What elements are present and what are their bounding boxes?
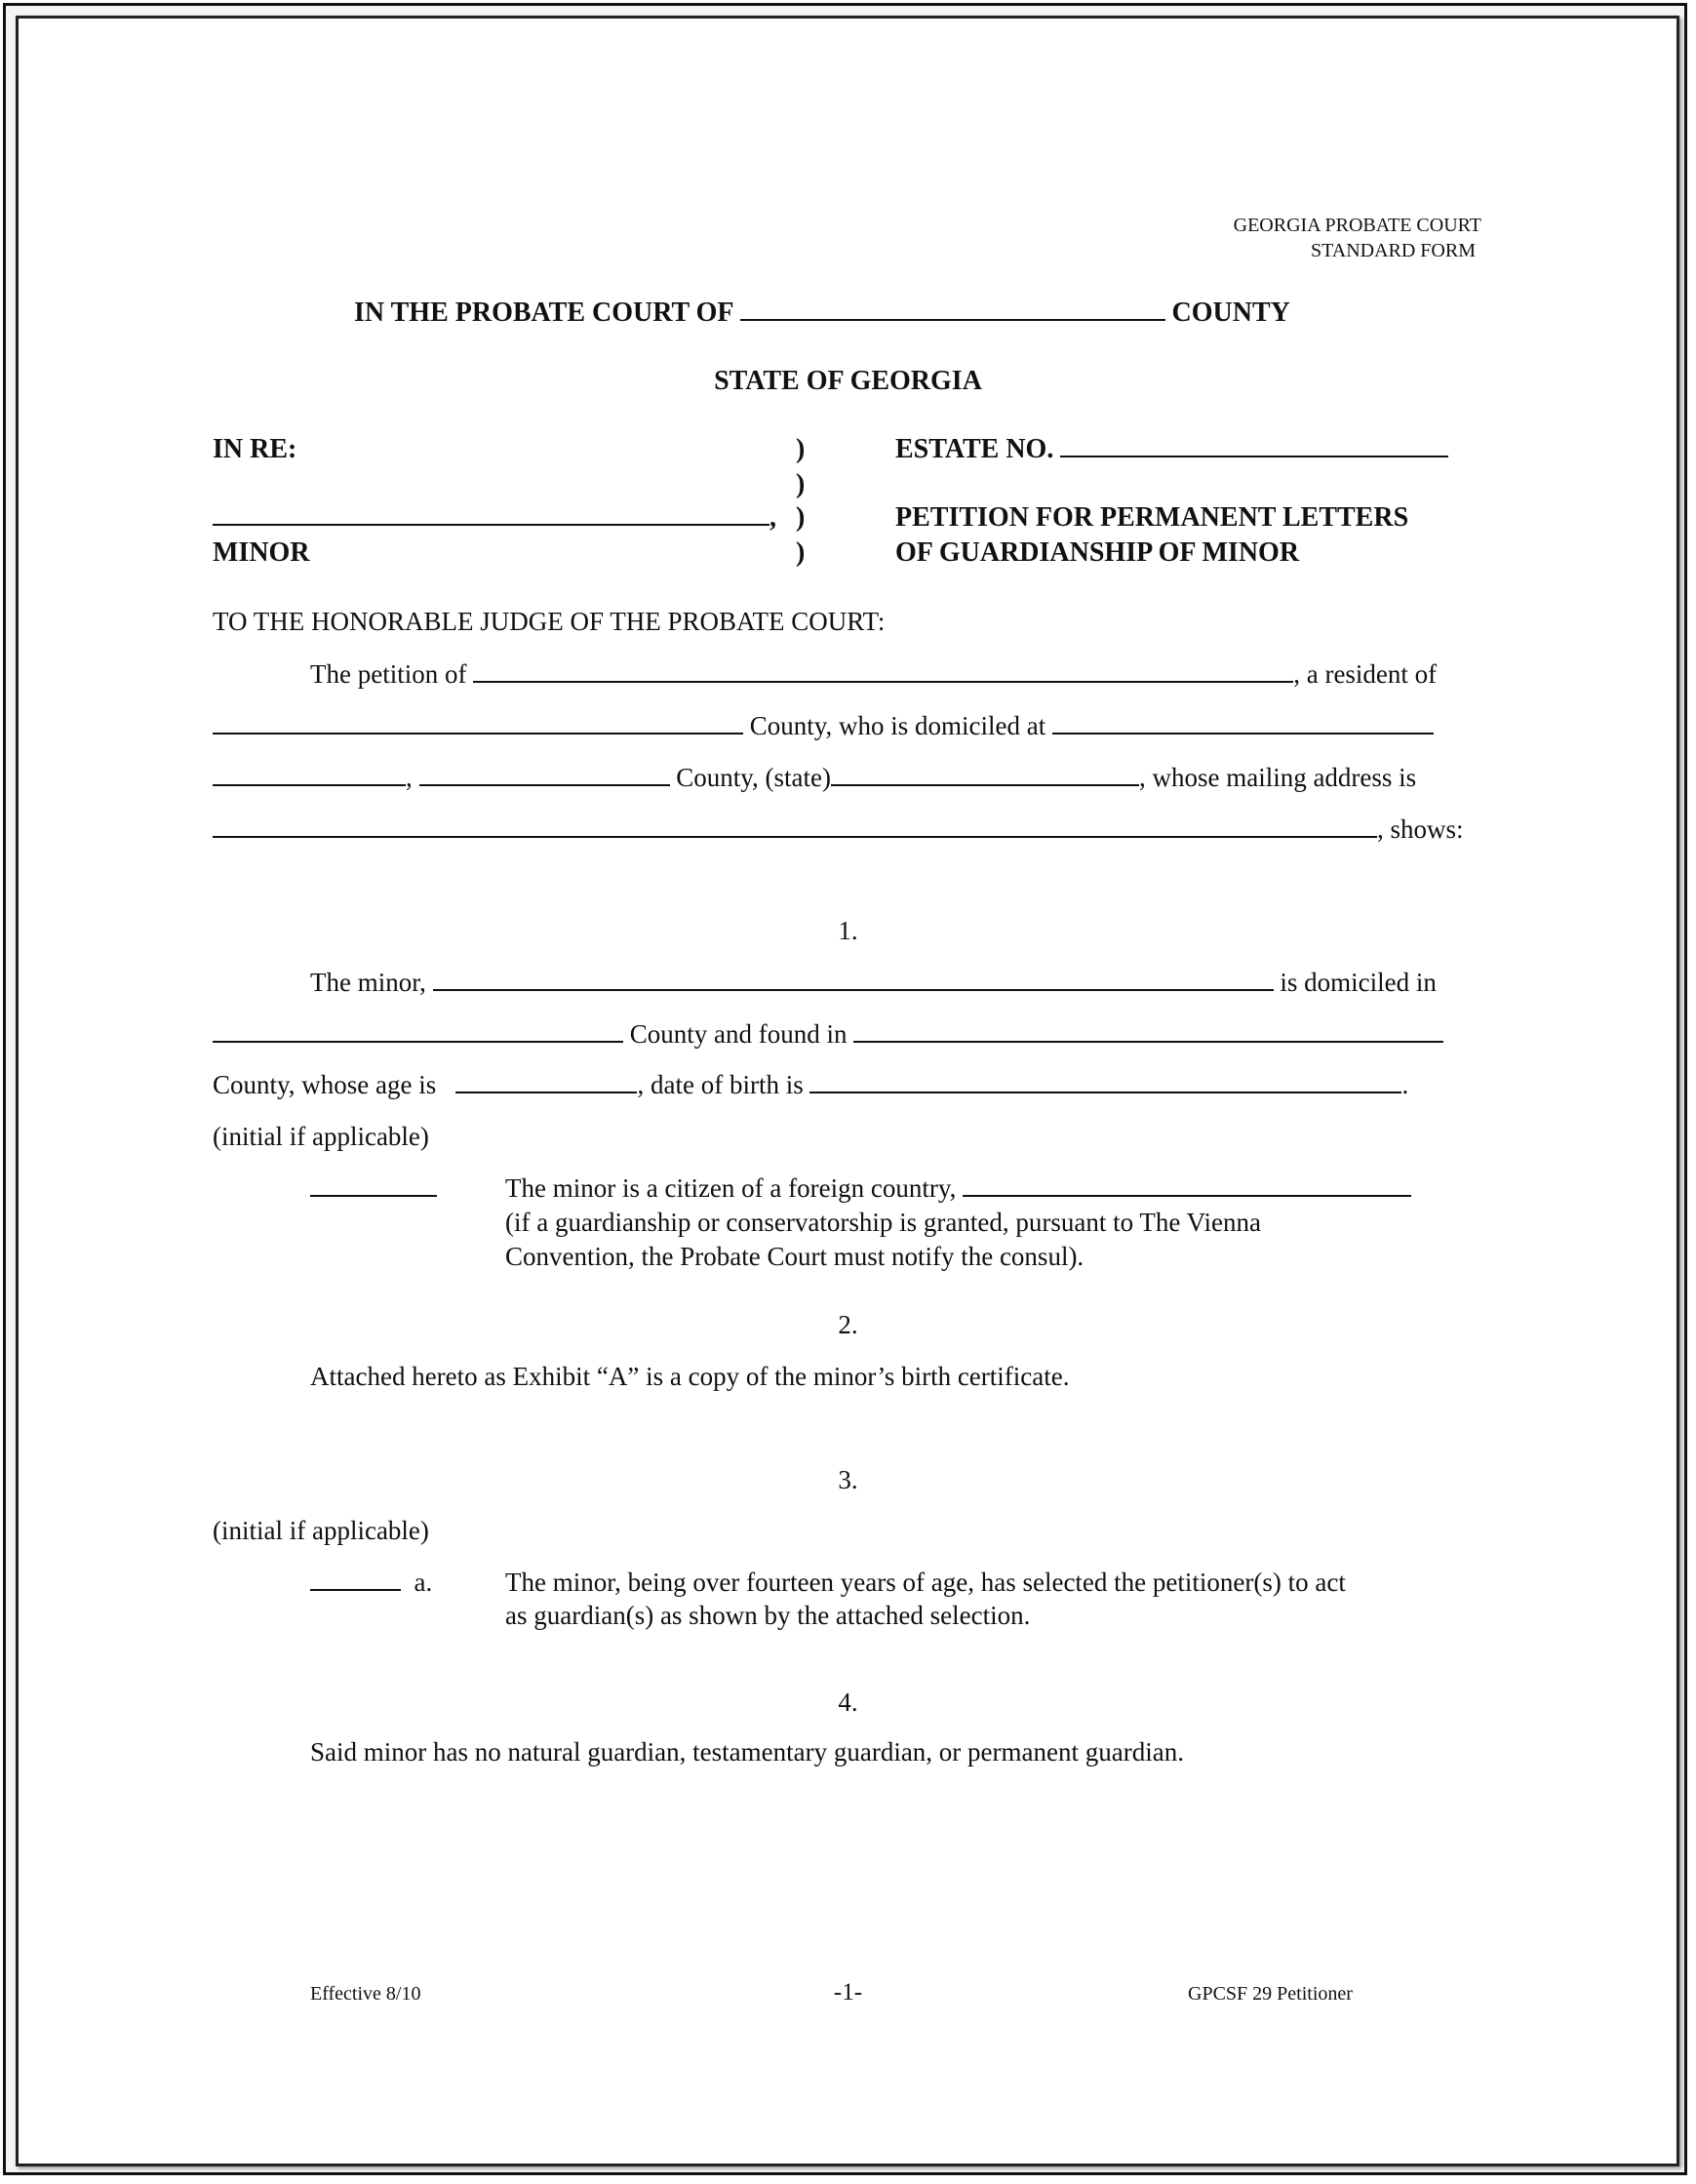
section-4-number: 4. <box>838 1688 858 1717</box>
footer-page-number: -1- <box>833 1979 863 2005</box>
section-1-number: 1. <box>838 916 858 945</box>
petitioner-county-field[interactable] <box>213 711 743 735</box>
citizen-note-2: Convention, the Probate Court must notify the consul). <box>505 1242 1085 1271</box>
mailing-address-line: , shows: <box>213 813 1464 846</box>
caption-paren: ) <box>796 502 806 533</box>
petition-title-line2: OF GUARDIANSHIP OF MINOR <box>895 537 1300 568</box>
age-dob-line: County, whose age is , date of birth is . <box>213 1070 1409 1099</box>
caption-paren: ) <box>796 434 806 464</box>
petition-title-line1: PETITION FOR PERMANENT LETTERS <box>895 502 1409 533</box>
section-3-number: 3. <box>838 1465 858 1494</box>
form-header-line2: STANDARD FORM <box>1311 240 1476 261</box>
petitioner-state-field[interactable] <box>831 763 1139 786</box>
citizen-note-1: (if a guardianship or conservatorship is granted, pursuant to The Vienna <box>505 1208 1261 1237</box>
county-domiciled-line: County, who is domiciled at <box>213 709 1434 742</box>
footer-effective: Effective 8/10 <box>310 1983 421 2005</box>
section-3-text-1: The minor, being over fourteen years of age, has selected the petitioner(s) to act <box>505 1568 1346 1597</box>
age-field[interactable] <box>455 1070 637 1093</box>
state-heading: STATE OF GEORGIA <box>714 366 982 396</box>
initial-label: (initial if applicable) <box>213 1516 429 1545</box>
mailing-address-field[interactable] <box>213 814 1377 838</box>
form-header-line1: GEORGIA PROBATE COURT <box>1233 215 1481 236</box>
citizen-line: The minor is a citizen of a foreign country, <box>505 1171 1411 1205</box>
minor-name-line: , <box>213 501 776 535</box>
caption-paren: ) <box>796 469 806 499</box>
petitioner-county2-field[interactable] <box>419 763 670 786</box>
citizen-initial-line <box>310 1171 437 1205</box>
county-found-line: County and found in <box>213 1017 1443 1051</box>
section-4-text: Said minor has no natural guardian, testamentary guardian, or permanent guardian. <box>310 1737 1184 1767</box>
city-state-line: , County, (state) , whose mailing address is <box>213 761 1416 794</box>
footer-form-id: GPCSF 29 Petitioner <box>1188 1983 1353 2005</box>
selection-initial-field[interactable] <box>310 1568 401 1591</box>
in-re-label: IN RE: <box>213 434 297 464</box>
foreign-country-field[interactable] <box>963 1173 1411 1197</box>
minor-full-name-field[interactable] <box>433 968 1274 991</box>
found-in-field[interactable] <box>853 1019 1443 1043</box>
court-line: IN THE PROBATE COURT OF COUNTY <box>354 298 1290 328</box>
petitioner-city-field[interactable] <box>213 763 406 786</box>
estate-no-field[interactable] <box>1060 434 1448 457</box>
dob-field[interactable] <box>809 1070 1401 1093</box>
minor-label: MINOR <box>213 537 310 568</box>
petitioner-address-field[interactable] <box>1052 711 1434 735</box>
selection-initial-line: a. <box>310 1566 432 1599</box>
minor-name-field[interactable] <box>213 502 769 526</box>
estate-no-line: ESTATE NO. <box>895 433 1448 466</box>
petitioner-name-field[interactable] <box>473 659 1293 683</box>
citizen-initial-field[interactable] <box>310 1173 437 1197</box>
section-2-text: Attached hereto as Exhibit “A” is a copy of the minor’s birth certificate. <box>310 1362 1070 1391</box>
section-3-text-2: as guardian(s) as shown by the attached selection. <box>505 1601 1031 1630</box>
county-name-field[interactable] <box>740 298 1165 321</box>
initial-label: (initial if applicable) <box>213 1122 429 1151</box>
minor-county-field[interactable] <box>213 1019 623 1043</box>
minor-line: The minor, is domiciled in <box>310 968 1437 997</box>
petition-of-line: The petition of , a resident of <box>310 659 1438 689</box>
salutation: TO THE HONORABLE JUDGE OF THE PROBATE COURT: <box>213 607 886 636</box>
caption-paren: ) <box>796 537 806 568</box>
section-2-number: 2. <box>838 1310 858 1339</box>
